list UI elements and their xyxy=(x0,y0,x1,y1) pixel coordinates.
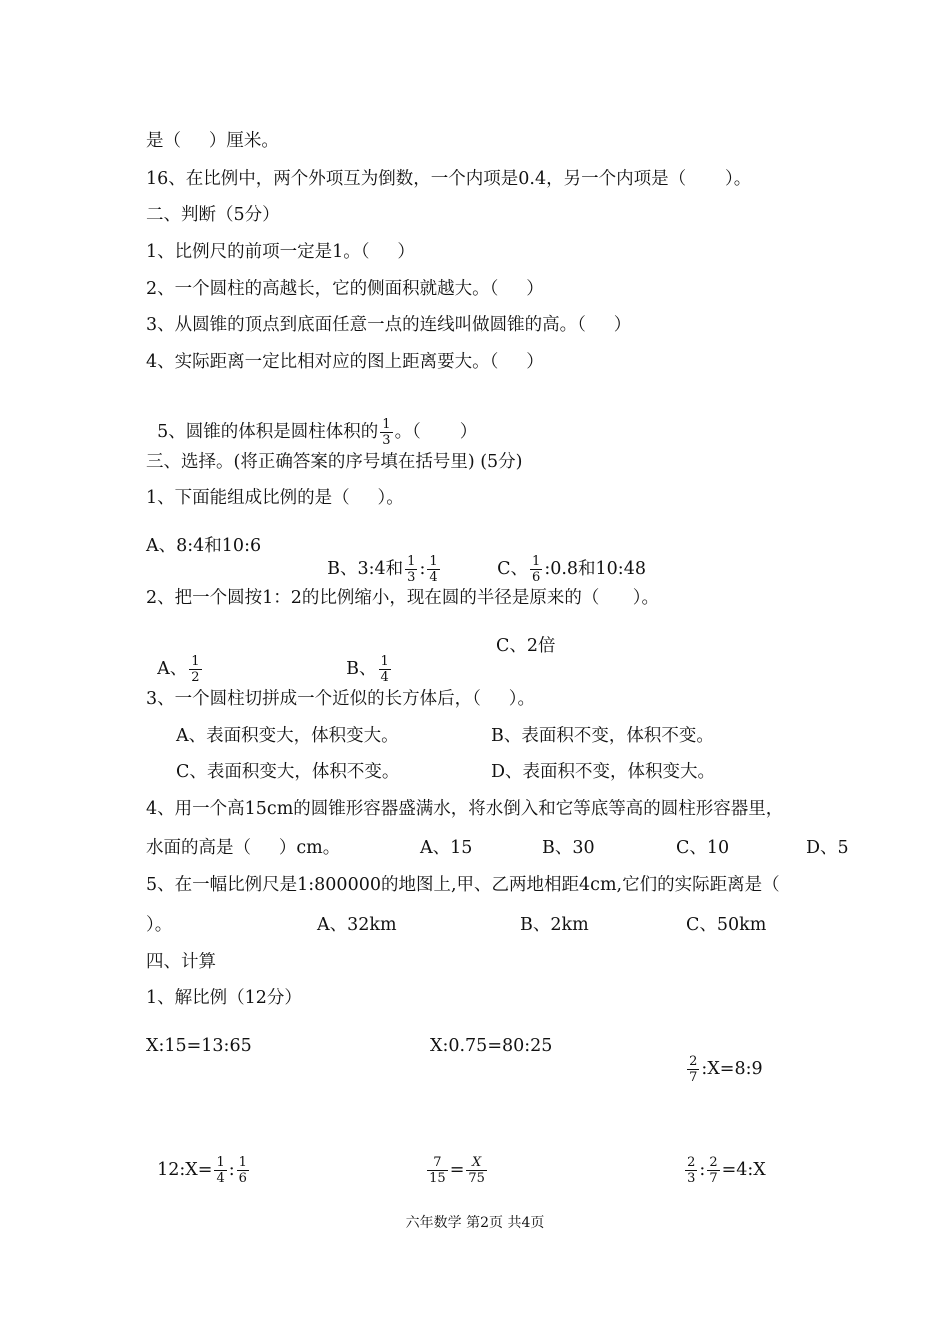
text-line: 是（ ）厘米。 xyxy=(146,131,279,151)
choice-4-option-d: D、5 xyxy=(806,838,849,858)
page-footer: 六年数学 第2页 共4页 xyxy=(405,1215,545,1231)
choice-4-option-c: C、10 xyxy=(676,838,730,858)
choice-4-continued: 水面的高是（ ）cm。 xyxy=(146,838,341,858)
choice-5-continued: ）。 xyxy=(146,915,173,935)
choice-2: 2、把一个圆按1：2的比例缩小，现在圆的半径是原来的（ ）。 xyxy=(146,588,660,608)
judge-5 xyxy=(146,393,477,448)
judge-5-text: 5、圆锥的体积是圆柱体积的 xyxy=(157,422,379,442)
fraction-one-third: $\frac{1}{3}$ xyxy=(407,554,416,585)
choice-3-option-b: B、表面积不变，体积不变。 xyxy=(491,726,714,746)
section-calc-title: 四、计算 xyxy=(146,952,216,972)
choice-1-option-a: A、8:4和10:6 xyxy=(146,536,262,556)
equation-4: 12:X= $\frac{1}{4}$ : $\frac{1}{6}$ xyxy=(157,1155,247,1186)
judge-5-bracket: 。（ ） xyxy=(394,422,478,442)
choice-4-option-b: B、30 xyxy=(542,838,595,858)
choice-2-option-b: B、 $\frac{1}{4}$ xyxy=(346,654,389,685)
equation-3: $\frac{2}{7}$ :X=8:9 xyxy=(689,1054,763,1085)
fraction-one-half: $\frac{1}{2}$ xyxy=(191,654,200,685)
fraction-one-sixth: $\frac{1}{6}$ xyxy=(532,554,541,585)
fraction-one-fourth: $\frac{1}{4}$ xyxy=(380,654,389,685)
judge-2: 2、一个圆柱的高越长，它的侧面积就越大。（ ） xyxy=(146,279,544,299)
fraction-seven-fifteenths: $\frac{7}{15}$ xyxy=(429,1155,446,1186)
equation-1: X:15=13:65 xyxy=(146,1036,252,1056)
question-16: 16、在比例中，两个外项互为倒数，一个内项是0.4，另一个内项是（ ）。 xyxy=(146,169,752,189)
choice-1: 1、下面能组成比例的是（ ）。 xyxy=(146,488,404,508)
fraction-two-thirds: $\frac{2}{3}$ xyxy=(687,1155,696,1186)
choice-1-option-b: B、3:4和 $\frac{1}{3}$ : $\frac{1}{4}$ xyxy=(327,554,438,585)
fraction-two-sevenths: $\frac{2}{7}$ xyxy=(689,1054,698,1085)
equation-5: $\frac{7}{15}$ = $\frac{X}{75}$ xyxy=(429,1155,485,1186)
equation-6: $\frac{2}{3}$ : $\frac{2}{7}$ =4:X xyxy=(687,1155,766,1186)
choice-3: 3、一个圆柱切拼成一个近似的长方体后，（ ）。 xyxy=(146,689,535,709)
section-judge-title: 二、判断（5分） xyxy=(146,205,280,225)
fraction-one-fourth: $\frac{1}{4}$ xyxy=(216,1155,225,1186)
choice-4: 4、用一个高15cm的圆锥形容器盛满水，将水倒入和它等底等高的圆柱形容器里， xyxy=(146,799,784,819)
equation-2: X:0.75=80:25 xyxy=(430,1036,553,1056)
calc-1-title: 1、解比例（12分） xyxy=(146,988,302,1008)
fraction-one-third: $\frac{1}{3}$ xyxy=(382,417,391,448)
choice-1-option-c: C、 $\frac{1}{6}$ :0.8和10:48 xyxy=(497,554,646,585)
fraction-one-fourth: $\frac{1}{4}$ xyxy=(429,554,438,585)
choice-5-option-c: C、50km xyxy=(686,915,767,935)
choice-3-option-c: C、表面积变大，体积不变。 xyxy=(176,762,400,782)
choice-3-option-a: A、表面积变大，体积变大。 xyxy=(176,726,399,746)
judge-3: 3、从圆锥的顶点到底面任意一点的连线叫做圆锥的高。（ ） xyxy=(146,315,632,335)
judge-1: 1、比例尺的前项一定是1。（ ） xyxy=(146,242,415,262)
choice-3-option-d: D、表面积不变，体积变大。 xyxy=(491,762,716,782)
choice-5: 5、在一幅比例尺是1:800000的地图上,甲、乙两地相距4cm,它们的实际距离是（ xyxy=(146,875,780,895)
choice-4-option-a: A、15 xyxy=(420,838,473,858)
choice-5-option-b: B、2km xyxy=(520,915,589,935)
fraction-two-sevenths: $\frac{2}{7}$ xyxy=(709,1155,718,1186)
choice-5-option-a: A、32km xyxy=(317,915,397,935)
choice-2-option-c: C、2倍 xyxy=(496,636,556,656)
section-choice-title: 三、选择。(将正确答案的序号填在括号里) (5分) xyxy=(146,452,523,472)
fraction-one-sixth: $\frac{1}{6}$ xyxy=(238,1155,247,1186)
choice-2-option-a: A、 $\frac{1}{2}$ xyxy=(157,654,200,685)
judge-4: 4、实际距离一定比相对应的图上距离要大。（ ） xyxy=(146,352,544,372)
fraction-x-over-75: $\frac{X}{75}$ xyxy=(468,1155,485,1186)
